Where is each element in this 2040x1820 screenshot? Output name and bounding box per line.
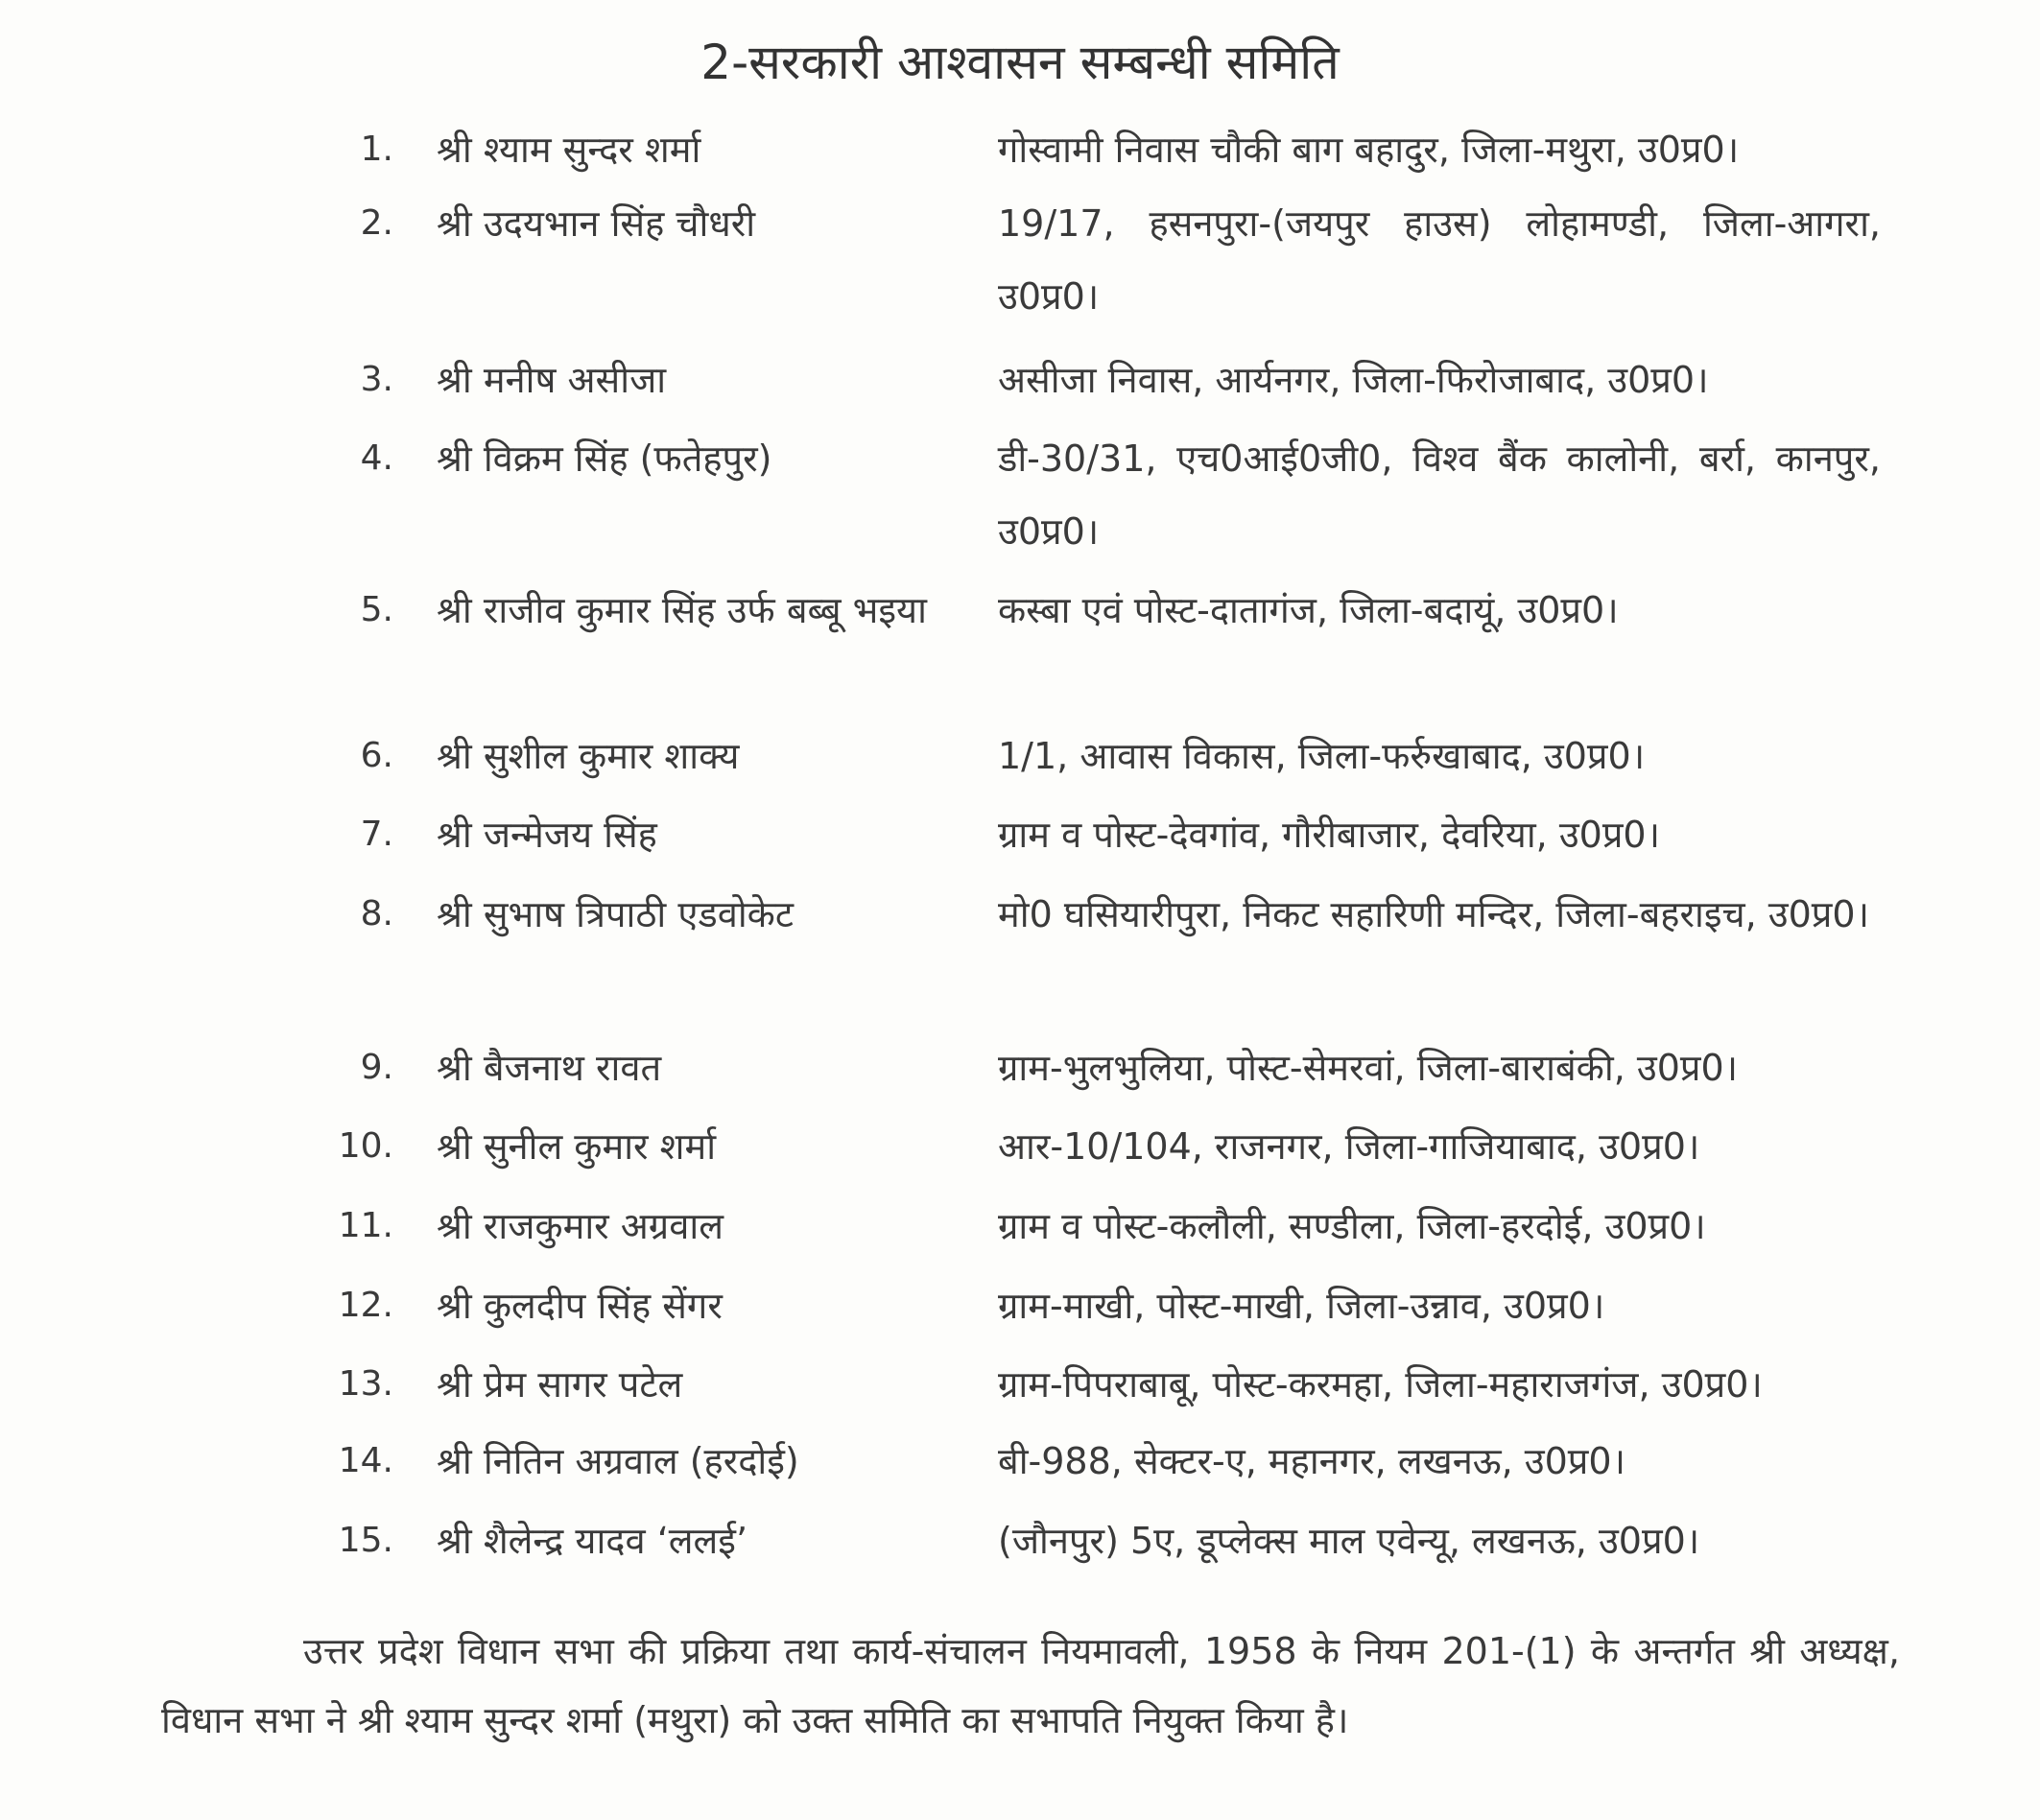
member-address: कस्बा एवं पोस्ट-दातागंज, जिला-बदायूं, उ0प्र0। — [998, 589, 1619, 631]
member-address: 19/17, हसनपुरा-(जयपुर हाउस) लोहामण्डी, जिला-आगरा, उ0प्र0। — [998, 202, 1881, 318]
member-address: आर-10/104, राजनगर, जिला-गाजियाबाद, उ0प्र0। — [998, 1125, 1700, 1168]
member-address: ग्राम व पोस्ट-कलौली, सण्डीला, जिला-हरदोई, उ0प्र0। — [998, 1205, 1706, 1247]
member-number: 6. — [360, 736, 393, 775]
committee-title: 2-सरकारी आश्वासन सम्बन्धी समिति — [700, 35, 1340, 90]
member-address: (जौनपुर) 5ए, डूप्लेक्स माल एवेन्यू, लखनऊ, उ0प्र0। — [998, 1520, 1700, 1562]
member-address: 1/1, आवास विकास, जिला-फर्रुखाबाद, उ0प्र0। — [998, 735, 1646, 777]
member-number: 5. — [360, 590, 393, 629]
member-number: 15. — [338, 1521, 393, 1560]
member-address: ग्राम-भुलभुलिया, पोस्ट-सेमरवां, जिला-बाराबंकी, उ0प्र0। — [998, 1047, 1739, 1089]
member-number: 4. — [360, 438, 393, 478]
member-name: श्री जन्मेजय सिंह — [437, 814, 657, 856]
member-name: श्री सुभाष त्रिपाठी एडवोकेट — [437, 893, 795, 935]
member-number: 2. — [360, 203, 393, 243]
member-address: मो0 घसियारीपुरा, निकट सहारिणी मन्दिर, जिला-बहराइच, उ0प्र0। — [998, 893, 1869, 935]
member-name: श्री राजकुमार अग्रवाल — [437, 1205, 723, 1247]
member-name: श्री कुलदीप सिंह सेंगर — [437, 1285, 723, 1327]
member-number: 14. — [338, 1441, 393, 1480]
member-name: श्री उदयभान सिंह चौधरी — [437, 202, 756, 245]
member-name: श्री राजीव कुमार सिंह उर्फ बब्बू भइया — [437, 589, 927, 631]
member-number: 13. — [338, 1364, 393, 1404]
member-name: श्री सुनील कुमार शर्मा — [437, 1125, 717, 1168]
member-number: 11. — [338, 1206, 393, 1245]
member-address: असीजा निवास, आर्यनगर, जिला-फिरोजाबाद, उ0प्र0। — [998, 359, 1709, 401]
member-number: 8. — [360, 894, 393, 934]
member-address: डी-30/31, एच0आई0जी0, विश्व बैंक कालोनी, बर्रा, कानपुर, उ0प्र0। — [998, 437, 1881, 553]
member-number: 7. — [360, 815, 393, 854]
member-name: श्री प्रेम सागर पटेल — [437, 1363, 683, 1406]
member-name: श्री नितिन अग्रवाल (हरदोई) — [437, 1440, 799, 1482]
member-name: श्री मनीष असीजा — [437, 359, 667, 401]
member-name: श्री सुशील कुमार शाक्य — [437, 735, 740, 777]
member-address: ग्राम व पोस्ट-देवगांव, गौरीबाजार, देवरिया, उ0प्र0। — [998, 814, 1661, 856]
member-name: श्री बैजनाथ रावत — [437, 1047, 662, 1089]
member-number: 9. — [360, 1048, 393, 1087]
member-address: ग्राम-पिपराबाबू, पोस्ट-करमहा, जिला-महाराजगंज, उ0प्र0। — [998, 1363, 1763, 1406]
member-name: श्री विक्रम सिंह (फतेहपुर) — [437, 437, 772, 480]
member-number: 10. — [338, 1126, 393, 1166]
member-number: 1. — [360, 130, 393, 169]
member-name: श्री शैलेन्द्र यादव ‘ललई’ — [437, 1520, 748, 1562]
appointment-paragraph: उत्तर प्रदेश विधान सभा की प्रक्रिया तथा कार्य-संचालन नियमावली, 1958 के नियम 201-(1) के अन्तर्गत श्री अध्यक्ष, विधान सभा ने श्री श्याम सुन्दर शर्मा (मथुरा) को उक्त समिति का सभापति नियुक्त किया है। — [161, 1630, 1900, 1741]
member-number: 3. — [360, 360, 393, 399]
member-number: 12. — [338, 1286, 393, 1325]
member-name: श्री श्याम सुन्दर शर्मा — [437, 129, 701, 171]
member-address: गोस्वामी निवास चौकी बाग बहादुर, जिला-मथुरा, उ0प्र0। — [998, 129, 1740, 171]
member-address: बी-988, सेक्टर-ए, महानगर, लखनऊ, उ0प्र0। — [998, 1440, 1625, 1482]
member-address: ग्राम-माखी, पोस्ट-माखी, जिला-उन्नाव, उ0प्र0। — [998, 1285, 1605, 1327]
